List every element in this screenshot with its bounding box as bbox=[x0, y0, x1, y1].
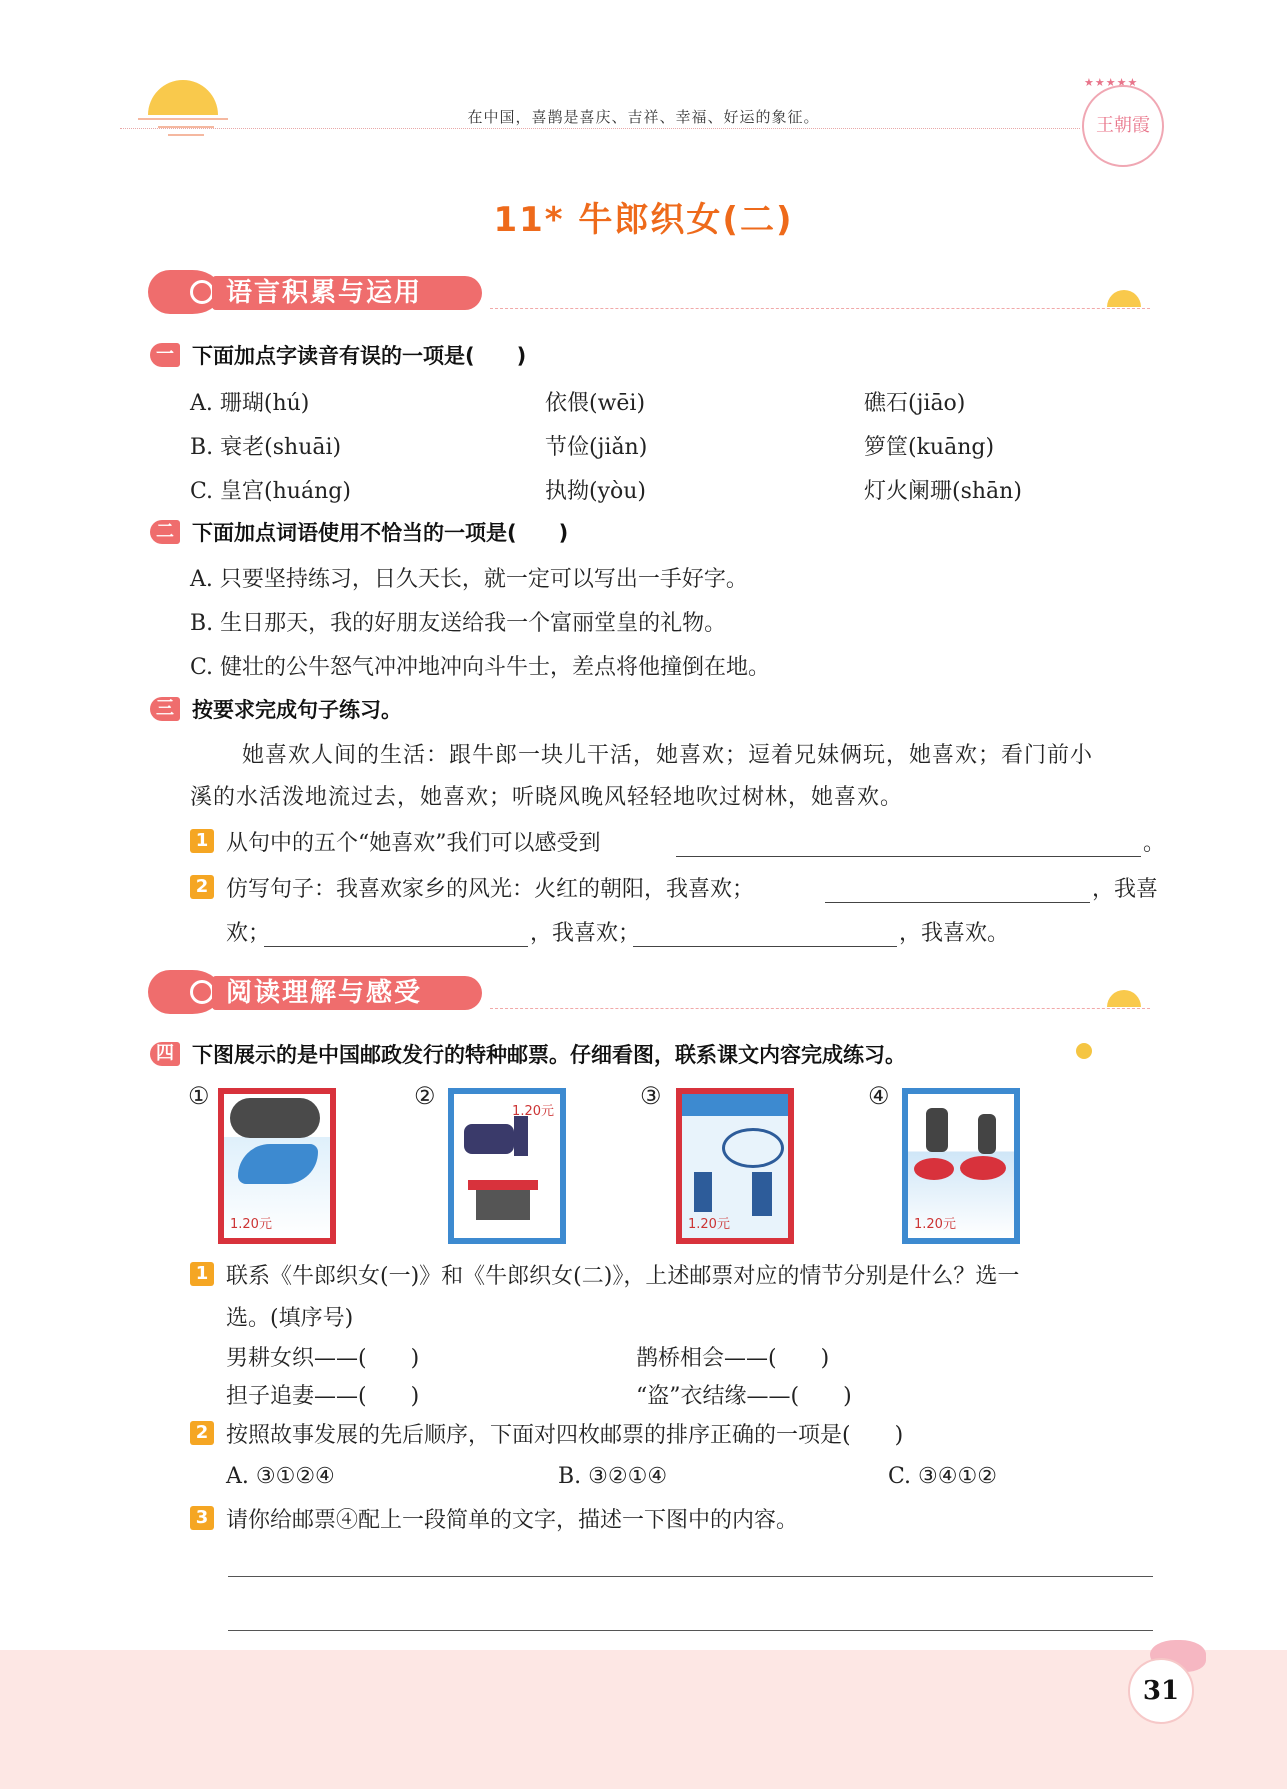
q1-option-c1: C. 皇宫(huáng) bbox=[190, 479, 351, 504]
q4-sub3-text: 请你给邮票④配上一段简单的文字，描述一下图中的内容。 bbox=[226, 1508, 799, 1533]
q1-option-c3: 灯火阑珊(shān) bbox=[864, 479, 1022, 504]
q4-sub2-option-a: A. ③①②④ bbox=[226, 1464, 335, 1489]
sun-decoration-line bbox=[168, 134, 204, 136]
q3-sub2-line2-end: ，我喜欢。 bbox=[899, 921, 1010, 946]
stamp-price: 1.20元 bbox=[688, 1217, 730, 1232]
q1-option-c2: 执拗(yòu) bbox=[545, 479, 647, 504]
question-prompt: 按要求完成句子练习。 bbox=[192, 698, 402, 722]
match-item: 鹊桥相会——( ) bbox=[636, 1346, 830, 1371]
q1-option-a1: A. 珊瑚(hú) bbox=[190, 391, 310, 416]
match-item: “盗”衣结缘——( ) bbox=[636, 1384, 852, 1409]
section-banner-reading bbox=[148, 970, 488, 1014]
q1-option-a2: 依偎(wēi) bbox=[545, 391, 646, 416]
answer-blank[interactable] bbox=[676, 832, 1141, 857]
q3-sub2-line2-mid: ，我喜欢； bbox=[530, 921, 641, 946]
stamp-1 bbox=[218, 1088, 336, 1244]
stamp-price: 1.20元 bbox=[230, 1217, 272, 1232]
q4-sub2-text: 按照故事发展的先后顺序，下面对四枚邮票的排序正确的一项是( ) bbox=[226, 1423, 904, 1448]
sun-decoration bbox=[1107, 290, 1141, 307]
question-tag: 四 bbox=[150, 1042, 180, 1066]
q3-sub1-end: 。 bbox=[1143, 831, 1166, 856]
q1-option-b3: 箩筐(kuāng) bbox=[864, 435, 995, 460]
section-title: 阅读理解与感受 bbox=[212, 976, 482, 1010]
question-prompt: 下图展示的是中国邮政发行的特种邮票。仔细看图，联系课文内容完成练习。 bbox=[192, 1043, 906, 1067]
star-icons: ★★★★★ bbox=[1084, 76, 1139, 89]
q4-sub2-option-c: C. ③④①② bbox=[888, 1464, 997, 1489]
stamp-label: ④ bbox=[868, 1082, 890, 1110]
q3-sub2-line2-start: 欢； bbox=[226, 921, 271, 946]
q4-sub1-line2: 选。(填序号) bbox=[226, 1306, 354, 1331]
match-item: 担子追妻——( ) bbox=[226, 1384, 420, 1409]
answer-writing-line[interactable] bbox=[228, 1576, 1153, 1577]
stamp-label: ② bbox=[414, 1082, 436, 1110]
q1-option-a3: 礁石(jiāo) bbox=[864, 391, 966, 416]
stamp-price: 1.20元 bbox=[914, 1217, 956, 1232]
sub-question-number: 2 bbox=[190, 875, 214, 899]
stamp-3 bbox=[676, 1088, 794, 1244]
stamp-4 bbox=[902, 1088, 1020, 1244]
page-number: 31 bbox=[1128, 1658, 1194, 1724]
lesson-title: 11* 牛郎织女(二) bbox=[493, 200, 794, 240]
match-item: 男耕女织——( ) bbox=[226, 1346, 420, 1371]
section-rule bbox=[490, 1008, 1150, 1009]
section-banner-language bbox=[148, 270, 488, 314]
q2-option-b: B. 生日那天，我的好朋友送给我一个富丽堂皇的礼物。 bbox=[190, 611, 727, 636]
answer-writing-line[interactable] bbox=[228, 1630, 1153, 1631]
question-tag: 二 bbox=[150, 520, 180, 544]
section-rule bbox=[490, 308, 1150, 309]
question-tag: 一 bbox=[150, 343, 180, 367]
question-prompt: 下面加点字读音有误的一项是( ) bbox=[192, 344, 527, 368]
header-rule bbox=[120, 128, 1080, 129]
sub-question-number: 1 bbox=[190, 1262, 214, 1286]
q3-sub1-text: 从句中的五个“她喜欢”我们可以感受到 bbox=[226, 831, 601, 856]
stamp-label: ① bbox=[188, 1082, 210, 1110]
stamp-label: ③ bbox=[640, 1082, 662, 1110]
stamp-2 bbox=[448, 1088, 566, 1244]
q3-sub2-text: 仿写句子：我喜欢家乡的风光：火红的朝阳，我喜欢； bbox=[226, 877, 755, 902]
sub-question-number: 3 bbox=[190, 1506, 214, 1530]
q1-option-b2: 节俭(jiǎn) bbox=[545, 435, 648, 460]
lightbulb-icon bbox=[1076, 1043, 1092, 1059]
answer-blank[interactable] bbox=[633, 922, 897, 947]
header-caption: 在中国，喜鹊是喜庆、吉祥、幸福、好运的象征。 bbox=[467, 108, 820, 126]
answer-blank[interactable] bbox=[825, 878, 1090, 903]
question-tag: 三 bbox=[150, 697, 180, 721]
q3-passage-line: 她喜欢人间的生活：跟牛郎一块儿干活，她喜欢；逗着兄妹俩玩，她喜欢；看门前小 bbox=[242, 743, 1094, 768]
q4-sub1-line1: 联系《牛郎织女(一)》和《牛郎织女(二)》，上述邮票对应的情节分别是什么？选一 bbox=[226, 1264, 1020, 1289]
q3-sub2-mid: ，我喜 bbox=[1092, 877, 1159, 902]
question-prompt: 下面加点词语使用不恰当的一项是( ) bbox=[192, 521, 569, 545]
q3-passage-line: 溪的水活泼地流过去，她喜欢；听晓风晚风轻轻地吹过树林，她喜欢。 bbox=[190, 785, 904, 810]
stamp-price: 1.20元 bbox=[512, 1104, 554, 1119]
sun-decoration bbox=[1107, 990, 1141, 1007]
footer-background bbox=[0, 1650, 1287, 1789]
whale-icon bbox=[148, 270, 218, 314]
sub-question-number: 1 bbox=[190, 829, 214, 853]
q2-option-c: C. 健壮的公牛怒气冲冲地冲向斗牛士，差点将他撞倒在地。 bbox=[190, 655, 771, 680]
q2-option-a: A. 只要坚持练习，日久天长，就一定可以写出一手好字。 bbox=[190, 567, 748, 592]
q1-option-b1: B. 衰老(shuāi) bbox=[190, 435, 342, 460]
answer-blank[interactable] bbox=[264, 922, 528, 947]
whale-icon bbox=[148, 970, 218, 1014]
publisher-seal: 王朝霞 bbox=[1082, 85, 1164, 167]
section-title: 语言积累与运用 bbox=[212, 276, 482, 310]
sub-question-number: 2 bbox=[190, 1421, 214, 1445]
q4-sub2-option-b: B. ③②①④ bbox=[558, 1464, 668, 1489]
